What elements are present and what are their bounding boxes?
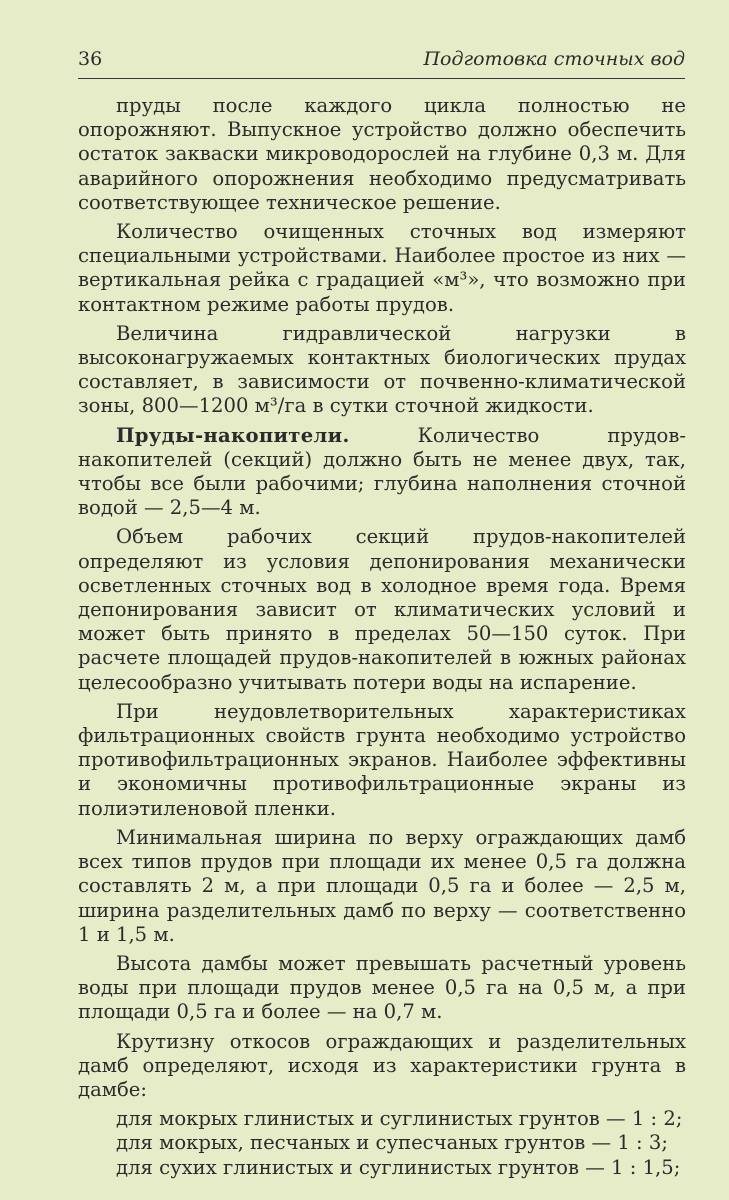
paragraph-filtration-screens [78,700,686,821]
header-rule [78,78,685,79]
slope-item: для мокрых, песчаных и супесчаных грунтов — 1 : 3; [116,1131,668,1155]
paragraph-text: Минимальная ширина по верху ограждающих дамб всех типов прудов при площади их менее 0,5 га должна составлять 2 м, а при площади 0,5 га и более — 2,5 м, ширина разделительных дамб по верху — соответственно 1 и 1,5 м. [78,825,686,946]
paragraph-hydraulic-load [78,322,686,419]
paragraph-flow-measure [78,220,686,317]
running-title: Подготовка сточных вод [423,48,685,70]
paragraph-text: Количество прудов-накопителей (секций) должно быть не менее двух, так, чтобы все были рабочими; глубина наполнения сточной водой — 2,5—4 м. [78,423,687,520]
section-lead: Пруды-накопители. [116,423,350,447]
slope-item: для сухих глинистых и суглинистых грунтов — 1 : 1,5; [116,1155,681,1179]
paragraph-text: Высота дамбы может превышать расчетный уровень воды при площади прудов менее 0,5 га на 0,5 м, а при площади 0,5 га и более — на 0,7 м. [78,951,686,1024]
paragraph-text: Количество очищенных сточных вод измеряют специальными устройствами. Наиболее простое из них — вертикальная рейка с градацией «м³», что возможно при контактном режиме работы прудов. [78,220,686,316]
paragraph-slope-intro [78,1030,686,1103]
paragraph-text: Объем рабочих секций прудов-накопителей определяют из условия депонирования механически осветленных сточных вод в холодное время года. Время депонирования зависит от климатических условий и может быть принято в пределах 50—150 суток. При расчете площадей прудов-накопителей в южных районах целесообразно учитывать потери воды на испарение. [78,525,686,694]
page-header [78,48,685,72]
paragraph-text: Величина гидравлической нагрузки в высоконагружаемых контактных биологических прудах составляет, в зависимости от почвенно-климатической зоны, 800—1200 м³/га в сутки сточной жидкости. [78,321,686,418]
paragraph-dam-height [78,952,686,1025]
paragraph-pond-drain [78,94,686,215]
page-number: 36 [78,48,103,70]
slope-list [78,1107,686,1180]
paragraph-text: Крутизну откосов ограждающих и разделительных дамб определяют, исходя из характеристики грунта в дамбе: [78,1029,686,1101]
paragraph-section-volume [78,525,686,694]
body-text [78,94,686,1180]
paragraph-storage-ponds [78,424,686,521]
paragraph-text: При неудовлетворительных характеристиках фильтрационных свойств грунта необходимо устройство противофильтрационных экранов. Наиболее эффективны и экономичны противофильтрационные экраны из полиэтиленовой пленки. [78,699,686,820]
slope-item: для мокрых глинистых и суглинистых грунтов — 1 : 2; [116,1107,683,1131]
paragraph-dam-width [78,826,686,947]
paragraph-text: пруды после каждого цикла полностью не опорожняют. Выпускное устройство должно обеспечить остаток закваски микроводорослей на глубине 0,3 м. Для аварийного опорожнения необходимо предусматривать соответствующее техническое решение. [78,94,686,214]
